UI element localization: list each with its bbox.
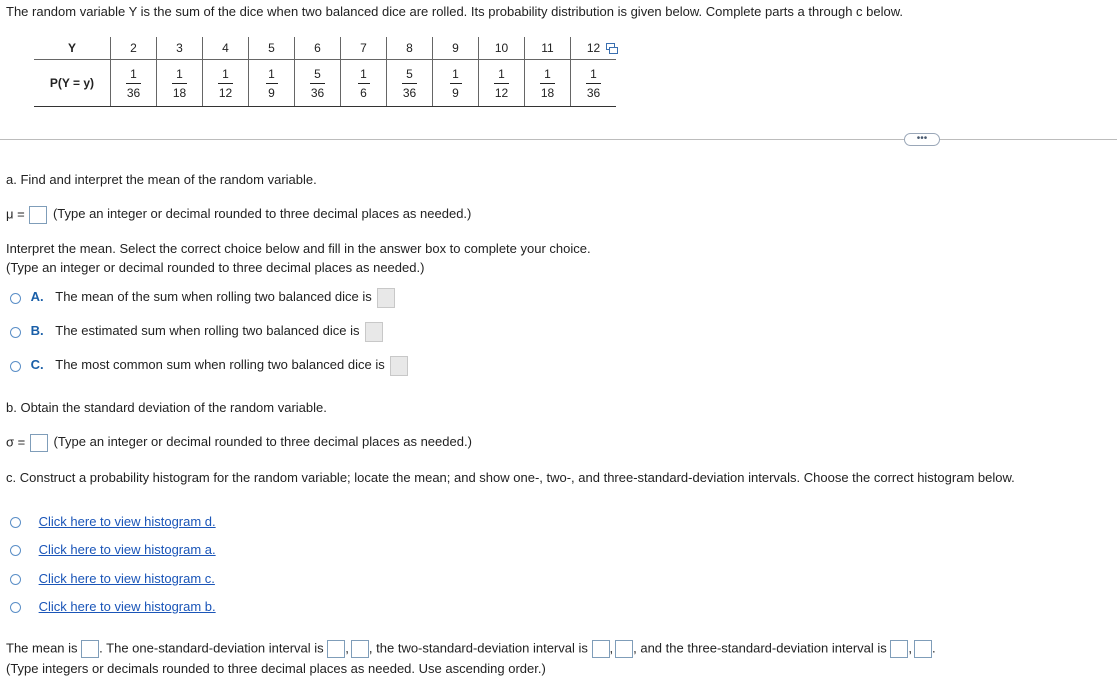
option-c-input[interactable] xyxy=(390,356,408,376)
fraction-bar xyxy=(172,83,187,84)
fraction-bar xyxy=(266,83,278,84)
probability-fraction xyxy=(126,67,141,100)
probability-cell xyxy=(203,60,249,107)
fraction-numerator: 1 xyxy=(268,66,275,81)
histogram-option-a[interactable] xyxy=(10,542,216,557)
probability-fraction xyxy=(402,67,417,100)
option-b-letter: B. xyxy=(30,323,44,339)
option-c-letter: C. xyxy=(30,357,44,373)
probability-cell xyxy=(433,60,479,107)
fraction-numerator: 5 xyxy=(406,66,413,81)
probability-cell xyxy=(571,60,617,107)
mean-input[interactable] xyxy=(81,640,99,658)
fraction-numerator: 1 xyxy=(544,66,551,81)
sigma-label: σ = xyxy=(6,434,26,450)
sigma-row xyxy=(6,434,472,452)
fraction-numerator: 1 xyxy=(590,66,597,81)
fraction-denominator: 36 xyxy=(310,85,325,100)
part-c-heading: c. Construct a probability histogram for the random variable; locate the mean; and show one-, two-, and three-standard-deviation intervals. Choose the correct histogram below. xyxy=(6,470,1015,485)
row-label-y: Y xyxy=(34,37,111,60)
fraction-bar xyxy=(126,83,141,84)
one-sd-comma: , xyxy=(345,640,349,656)
probability-cell xyxy=(525,60,571,107)
fraction-bar xyxy=(494,83,509,84)
three-sd-lower-input[interactable] xyxy=(890,640,908,658)
section-divider xyxy=(0,139,1117,140)
y-value-cell: 6 xyxy=(295,37,341,60)
histogram-a-link[interactable]: Click here to view histogram a. xyxy=(38,542,216,557)
table-row-prob xyxy=(34,60,616,107)
two-sd-label: , the two-standard-deviation interval is xyxy=(368,640,588,656)
mean-is-label: The mean is xyxy=(6,640,78,656)
intervals-row xyxy=(6,640,936,658)
three-sd-comma: , xyxy=(908,640,913,656)
option-c[interactable] xyxy=(10,356,408,376)
option-a-text: The mean of the sum when rolling two balanced dice is xyxy=(55,289,372,305)
fraction-numerator: 1 xyxy=(360,66,367,81)
fraction-bar xyxy=(358,83,370,84)
histogram-b-radio[interactable] xyxy=(10,602,21,613)
mu-row xyxy=(6,206,471,224)
one-sd-lower-input[interactable] xyxy=(327,640,345,658)
row-label-prob: P(Y = y) xyxy=(34,60,111,107)
probability-cell xyxy=(387,60,433,107)
probability-cell xyxy=(479,60,525,107)
histogram-a-radio[interactable] xyxy=(10,545,21,556)
probability-cell xyxy=(295,60,341,107)
option-a[interactable] xyxy=(10,288,395,308)
fraction-numerator: 5 xyxy=(314,66,321,81)
fraction-denominator: 36 xyxy=(586,85,601,100)
probability-fraction xyxy=(540,67,555,100)
probability-cell xyxy=(249,60,295,107)
mu-hint: (Type an integer or decimal rounded to three decimal places as needed.) xyxy=(52,206,472,222)
fraction-denominator: 36 xyxy=(402,85,417,100)
histogram-option-b[interactable] xyxy=(10,599,216,614)
fraction-denominator: 18 xyxy=(540,85,555,100)
mu-input[interactable] xyxy=(29,206,47,224)
part-b-heading: b. Obtain the standard deviation of the random variable. xyxy=(6,400,327,415)
fraction-denominator: 18 xyxy=(172,85,187,100)
part-a-heading-text: a. Find and interpret the mean of the random variable. xyxy=(6,172,317,187)
fraction-denominator: 9 xyxy=(268,85,275,100)
option-c-radio[interactable] xyxy=(10,361,21,372)
probability-fraction xyxy=(358,67,370,100)
y-value-cell: 9 xyxy=(433,37,479,60)
y-value-cell: 5 xyxy=(249,37,295,60)
final-period: . xyxy=(932,640,936,656)
probability-cell xyxy=(111,60,157,107)
fraction-numerator: 1 xyxy=(176,66,183,81)
fraction-bar xyxy=(218,83,233,84)
probability-fraction xyxy=(310,67,325,100)
fraction-numerator: 1 xyxy=(498,66,505,81)
probability-fraction xyxy=(266,67,278,100)
probability-fraction xyxy=(586,67,601,100)
histogram-c-radio[interactable] xyxy=(10,574,21,585)
fraction-bar xyxy=(310,83,325,84)
part-a-heading xyxy=(6,172,317,187)
option-a-input[interactable] xyxy=(377,288,395,308)
three-sd-upper-input[interactable] xyxy=(914,640,932,658)
interpret-text: Interpret the mean. Select the correct choice below and fill in the answer box to complete your choice. xyxy=(6,241,591,256)
copy-icon[interactable] xyxy=(606,43,618,55)
two-sd-lower-input[interactable] xyxy=(592,640,610,658)
y-value-cell: 4 xyxy=(203,37,249,60)
mu-label: μ = xyxy=(6,206,25,222)
option-b-input[interactable] xyxy=(365,322,383,342)
more-button[interactable]: ••• xyxy=(904,133,940,146)
interpret-hint: (Type an integer or decimal rounded to three decimal places as needed.) xyxy=(6,260,425,275)
one-sd-upper-input[interactable] xyxy=(351,640,369,658)
probability-fraction xyxy=(450,67,462,100)
histogram-option-d[interactable] xyxy=(10,514,216,529)
probability-cell xyxy=(157,60,203,107)
probability-cell xyxy=(341,60,387,107)
option-b-radio[interactable] xyxy=(10,327,21,338)
y-value-cell: 8 xyxy=(387,37,433,60)
two-sd-comma: , xyxy=(609,640,614,656)
table-row-y xyxy=(34,37,616,60)
option-c-text: The most common sum when rolling two balanced dice is xyxy=(55,357,385,373)
histogram-b-link[interactable]: Click here to view histogram b. xyxy=(38,599,216,614)
fraction-bar xyxy=(586,83,601,84)
two-sd-upper-input[interactable] xyxy=(615,640,633,658)
fraction-denominator: 36 xyxy=(126,85,141,100)
probability-fraction xyxy=(172,67,187,100)
y-value-cell: 3 xyxy=(157,37,203,60)
fraction-denominator: 6 xyxy=(360,85,367,100)
histogram-d-link[interactable]: Click here to view histogram d. xyxy=(38,514,216,529)
option-b[interactable] xyxy=(10,322,383,342)
three-sd-label: , and the three-standard-deviation interval is xyxy=(633,640,887,656)
histogram-c-link[interactable]: Click here to view histogram c. xyxy=(38,571,215,586)
problem-intro: The random variable Y is the sum of the dice when two balanced dice are rolled. Its probability distribution is given below. Complete parts a through c below. xyxy=(6,4,904,19)
y-value-cell: 10 xyxy=(479,37,525,60)
sigma-hint: (Type an integer or decimal rounded to three decimal places as needed.) xyxy=(53,434,472,450)
histogram-d-radio[interactable] xyxy=(10,517,21,528)
fraction-bar xyxy=(402,83,417,84)
fraction-numerator: 1 xyxy=(130,66,137,81)
one-sd-label: . The one-standard-deviation interval is xyxy=(99,640,324,656)
fraction-bar xyxy=(450,83,462,84)
y-value-cell: 2 xyxy=(111,37,157,60)
option-a-letter: A. xyxy=(30,289,44,305)
y-value-cell: 12 xyxy=(571,37,617,60)
fraction-bar xyxy=(540,83,555,84)
fraction-denominator: 12 xyxy=(494,85,509,100)
probability-table xyxy=(34,37,616,107)
y-value-cell: 7 xyxy=(341,37,387,60)
fraction-denominator: 12 xyxy=(218,85,233,100)
fraction-numerator: 1 xyxy=(452,66,459,81)
option-a-radio[interactable] xyxy=(10,293,21,304)
sigma-input[interactable] xyxy=(30,434,48,452)
probability-fraction xyxy=(494,67,509,100)
final-hint: (Type integers or decimals rounded to three decimal places as needed. Use ascending order.) xyxy=(6,661,546,676)
option-b-text: The estimated sum when rolling two balanced dice is xyxy=(55,323,360,339)
fraction-numerator: 1 xyxy=(222,66,229,81)
fraction-denominator: 9 xyxy=(452,85,459,100)
probability-fraction xyxy=(218,67,233,100)
y-value-cell: 11 xyxy=(525,37,571,60)
histogram-option-c[interactable] xyxy=(10,571,215,586)
